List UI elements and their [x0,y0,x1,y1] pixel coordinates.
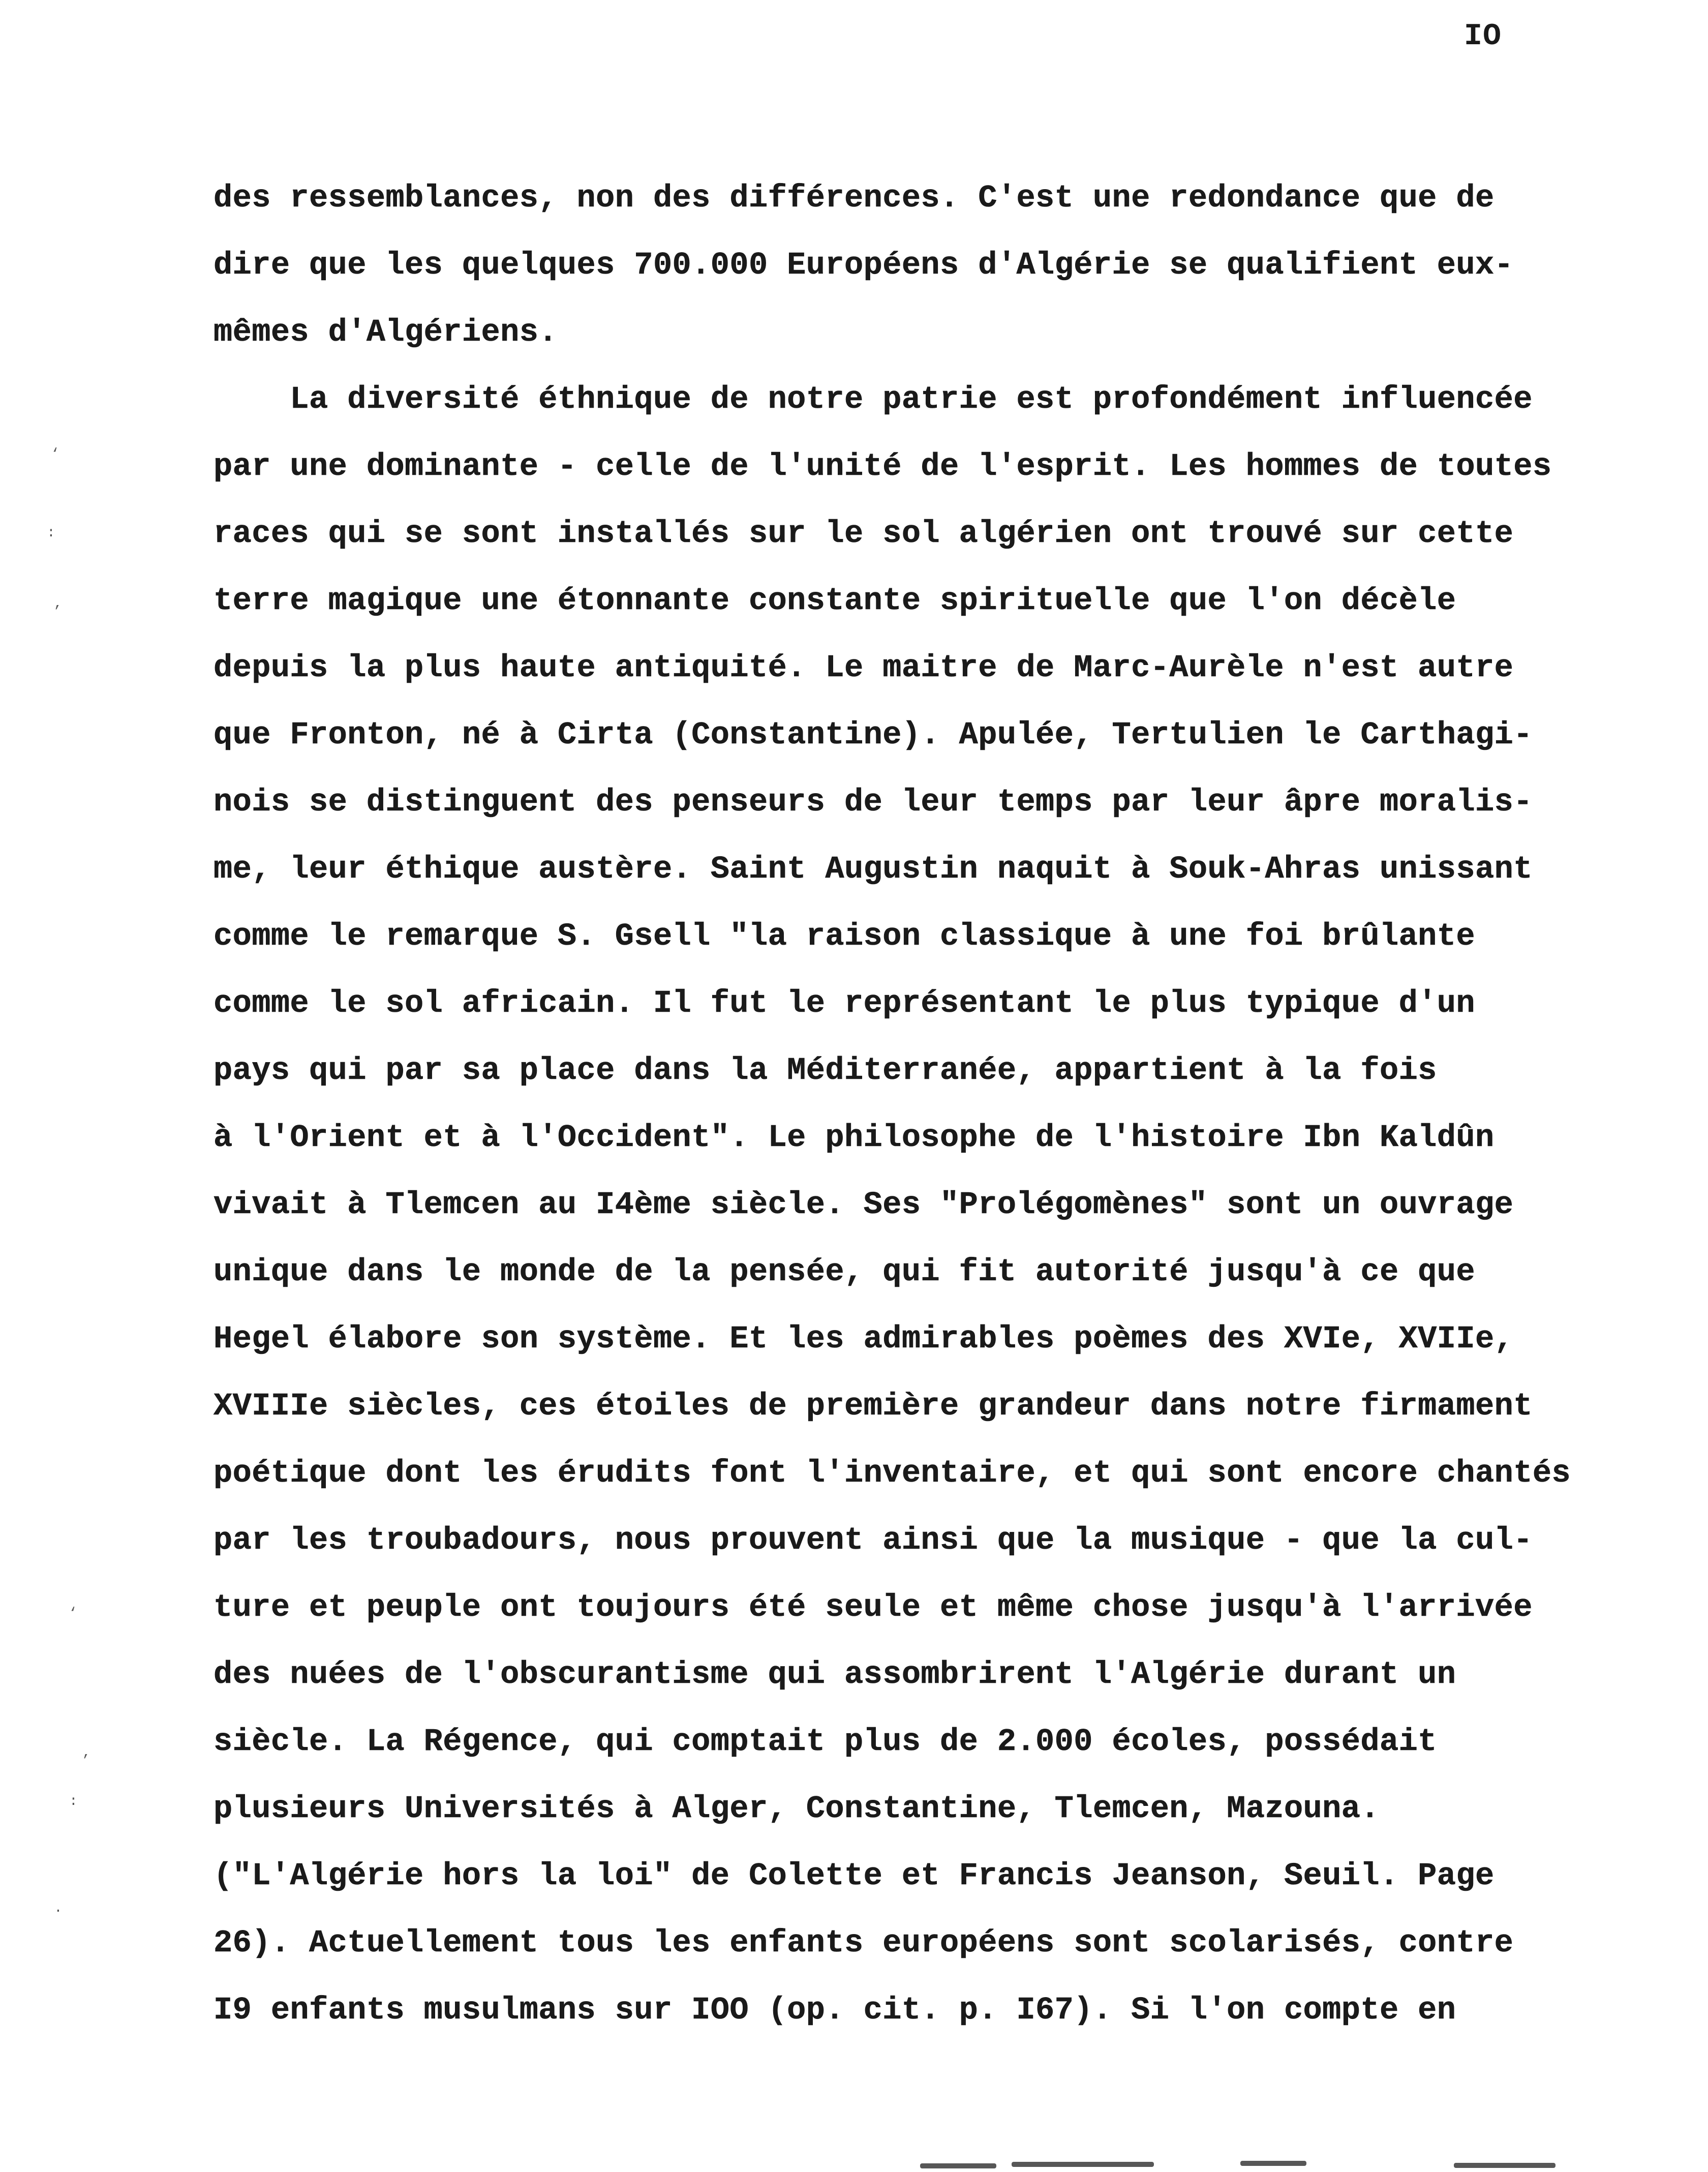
text-line: I9 enfants musulmans sur IOO (op. cit. p. I67). Si l'on compte en [214,1992,1456,2028]
text-line: ("L'Algérie hors la loi" de Colette et Francis Jeanson, Seuil. Page [214,1858,1494,1894]
scan-artifact [1454,2163,1556,2168]
text-line: vivait à Tlemcen au I4ème siècle. Ses "Prolégomènes" sont un ouvrage [214,1187,1514,1223]
margin-speck: : [69,1794,78,1809]
text-line: nois se distinguent des penseurs de leur temps par leur âpre moralis- [214,784,1533,820]
text-line: ture et peuple ont toujours été seule et même chose jusqu'à l'arrivée [214,1589,1533,1625]
text-line: par une dominante - celle de l'unité de l'esprit. Les hommes de toutes [214,448,1552,485]
text-line: comme le sol africain. Il fut le représentant le plus typique d'un [214,985,1475,1021]
text-line: mêmes d'Algériens. [214,314,558,350]
text-line: que Fronton, né à Cirta (Constantine). Apulée, Tertulien le Carthagi- [214,717,1533,753]
text-line: plusieurs Universités à Alger, Constantine, Tlemcen, Mazouna. [214,1791,1380,1827]
text-line: 26). Actuellement tous les enfants européens sont scolarisés, contre [214,1925,1514,1961]
text-line: Hegel élabore son système. Et les admirables poèmes des XVIe, XVIIe, [214,1321,1514,1357]
scan-artifact [1012,2162,1154,2167]
text-line: XVIIIe siècles, ces étoiles de première grandeur dans notre firmament [214,1388,1533,1424]
margin-speck: : [47,525,55,541]
margin-speck: ‘ [51,446,59,462]
text-line: comme le remarque S. Gsell "la raison classique à une foi brûlante [214,918,1475,954]
text-line: me, leur éthique austère. Saint Augustin naquit à Souk-Ahras unissant [214,851,1533,887]
text-line: des ressemblances, non des différences. C'est une redondance que de [214,180,1494,216]
text-line: unique dans le monde de la pensée, qui fit autorité jusqu'à ce que [214,1254,1475,1290]
page-number: IO [1464,19,1502,54]
text-line: siècle. La Régence, qui comptait plus de 2.000 écoles, possédait [214,1724,1437,1760]
margin-speck: ’ [53,604,62,620]
paragraph-start-line: La diversité éthnique de notre patrie est profondément influencée [214,381,1533,417]
text-line: terre magique une étonnante constante spirituelle que l'on décèle [214,583,1456,619]
text-line: races qui se sont installés sur le sol algérien ont trouvé sur cette [214,516,1514,552]
margin-speck: . [54,1900,63,1916]
margin-speck: ’ [81,1753,90,1769]
text-line: pays qui par sa place dans la Méditerranée, appartient à la fois [214,1052,1437,1089]
text-line: poétique dont les érudits font l'inventaire, et qui sont encore chantés [214,1455,1571,1491]
text-line: dire que les quelques 700.000 Européens d'Algérie se qualifient eux- [214,247,1514,283]
scan-artifact [1240,2161,1306,2166]
scan-artifact [920,2163,996,2168]
text-line: par les troubadours, nous prouvent ainsi que la musique - que la cul- [214,1522,1533,1558]
text-line: depuis la plus haute antiquité. Le maitre de Marc-Aurèle n'est autre [214,650,1514,686]
text-line: des nuées de l'obscurantisme qui assombrirent l'Algérie durant un [214,1656,1456,1693]
margin-speck: ‘ [69,1606,77,1621]
text-line: à l'Orient et à l'Occident". Le philosophe de l'histoire Ibn Kaldûn [214,1120,1494,1156]
